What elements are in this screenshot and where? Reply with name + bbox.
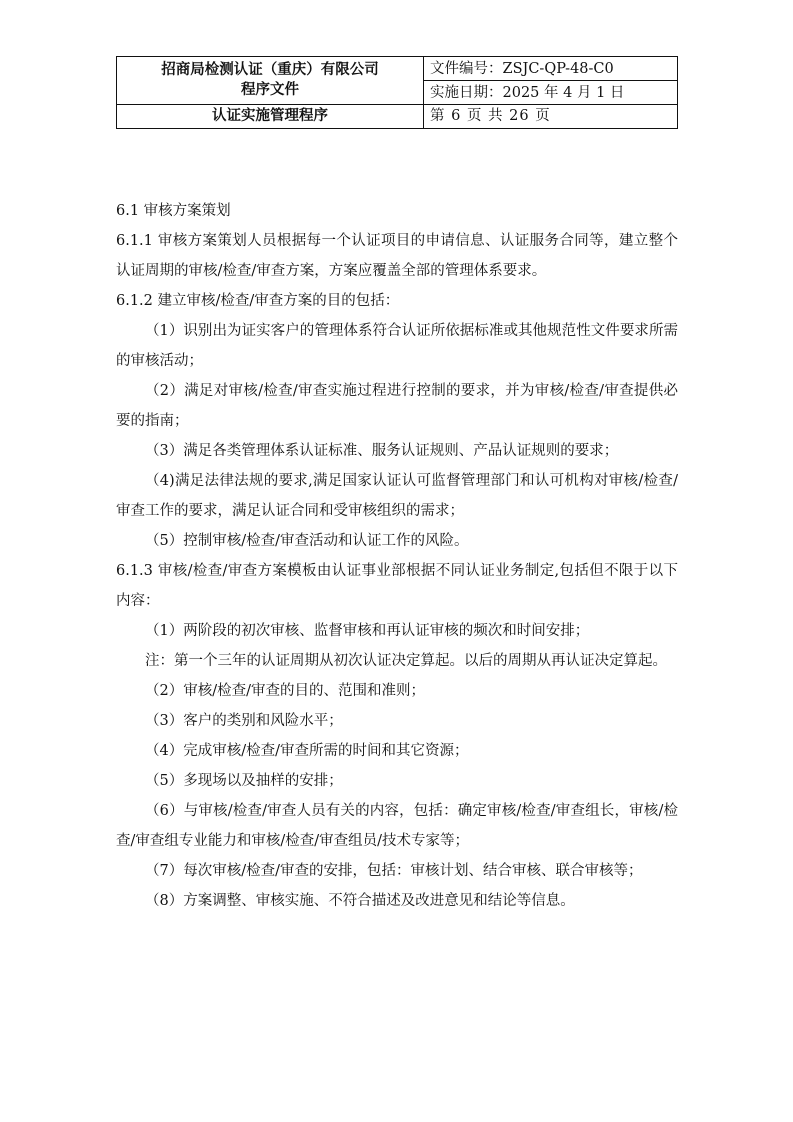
content-item-3: （3）客户的类别和风险水平；: [145, 713, 343, 729]
section-heading: 6.1 审核方案策划: [116, 203, 231, 219]
purpose-item-3: （3）满足各类管理体系认证标准、服务认证规则、产品认证规则的要求；: [145, 443, 619, 459]
document-title: 认证实施管理程序: [212, 108, 328, 124]
paragraph-6-1-3: 6.1.3 审核/检查/审查方案模板由认证事业部根据不同认证业务制定,包括但不限于以下内容：: [116, 563, 678, 609]
content-item-6: （6）与审核/检查/审查人员有关的内容，包括：确定审核/检查/审查组长，审核/检查/审查组专业能力和审核/检查/审查组员/技术专家等；: [116, 803, 678, 849]
header-right-column: [424, 57, 677, 128]
document-header-table: [116, 56, 678, 129]
note-paragraph: 注：第一个三年的认证周期从初次认证决定算起。以后的周期从再认证决定算起。: [145, 653, 667, 669]
document-body: [116, 196, 678, 916]
paragraph-6-1-2: 6.1.2 建立审核/检查/审查方案的目的包括：: [116, 293, 400, 309]
content-item-8: （8）方案调整、审核实施、不符合描述及改进意见和结论等信息。: [145, 893, 575, 909]
purpose-item-2: （2）满足对审核/检查/审查实施过程进行控制的要求，并为审核/检查/审查提供必要的指南；: [116, 383, 678, 429]
content-item-1: （1）两阶段的初次审核、监督审核和再认证审核的频次和时间安排；: [145, 623, 590, 639]
paragraph-6-1-1: 6.1.1 审核方案策划人员根据每一个认证项目的申请信息、认证服务合同等，建立整个认证周期的审核/检查/审查方案，方案应覆盖全部的管理体系要求。: [116, 233, 678, 279]
document-number: 文件编号：ZSJC-QP-48-C0: [424, 57, 677, 81]
effective-date: 实施日期：2025 年 4 月 1 日: [424, 81, 677, 105]
content-item-2: （2）审核/检查/审查的目的、范围和准则；: [145, 683, 425, 699]
header-company-cell: [117, 57, 423, 105]
header-left-column: [117, 57, 424, 128]
content-item-5: （5）多现场以及抽样的安排；: [145, 773, 343, 789]
content-item-7: （7）每次审核/检查/审查的安排，包括：审核计划、结合审核、联合审核等；: [145, 863, 643, 879]
company-name: 招商局检测认证（重庆）有限公司: [161, 62, 379, 78]
purpose-item-4: （4)满足法律法规的要求,满足国家认证认可监督管理部门和认可机构对审核/检查/审查工作的要求，满足认证合同和受审核组织的需求；: [116, 473, 678, 519]
purpose-item-5: （5）控制审核/检查/审查活动和认证工作的风险。: [145, 533, 469, 549]
purpose-item-1: （1）识别出为证实客户的管理体系符合认证所依据标准或其他规范性文件要求所需的审核活动；: [116, 323, 678, 369]
page-info: 第 6 页 共 26 页: [430, 108, 551, 124]
content-item-4: （4）完成审核/检查/审查所需的时间和其它资源；: [145, 743, 469, 759]
document-type: 程序文件: [241, 82, 299, 98]
